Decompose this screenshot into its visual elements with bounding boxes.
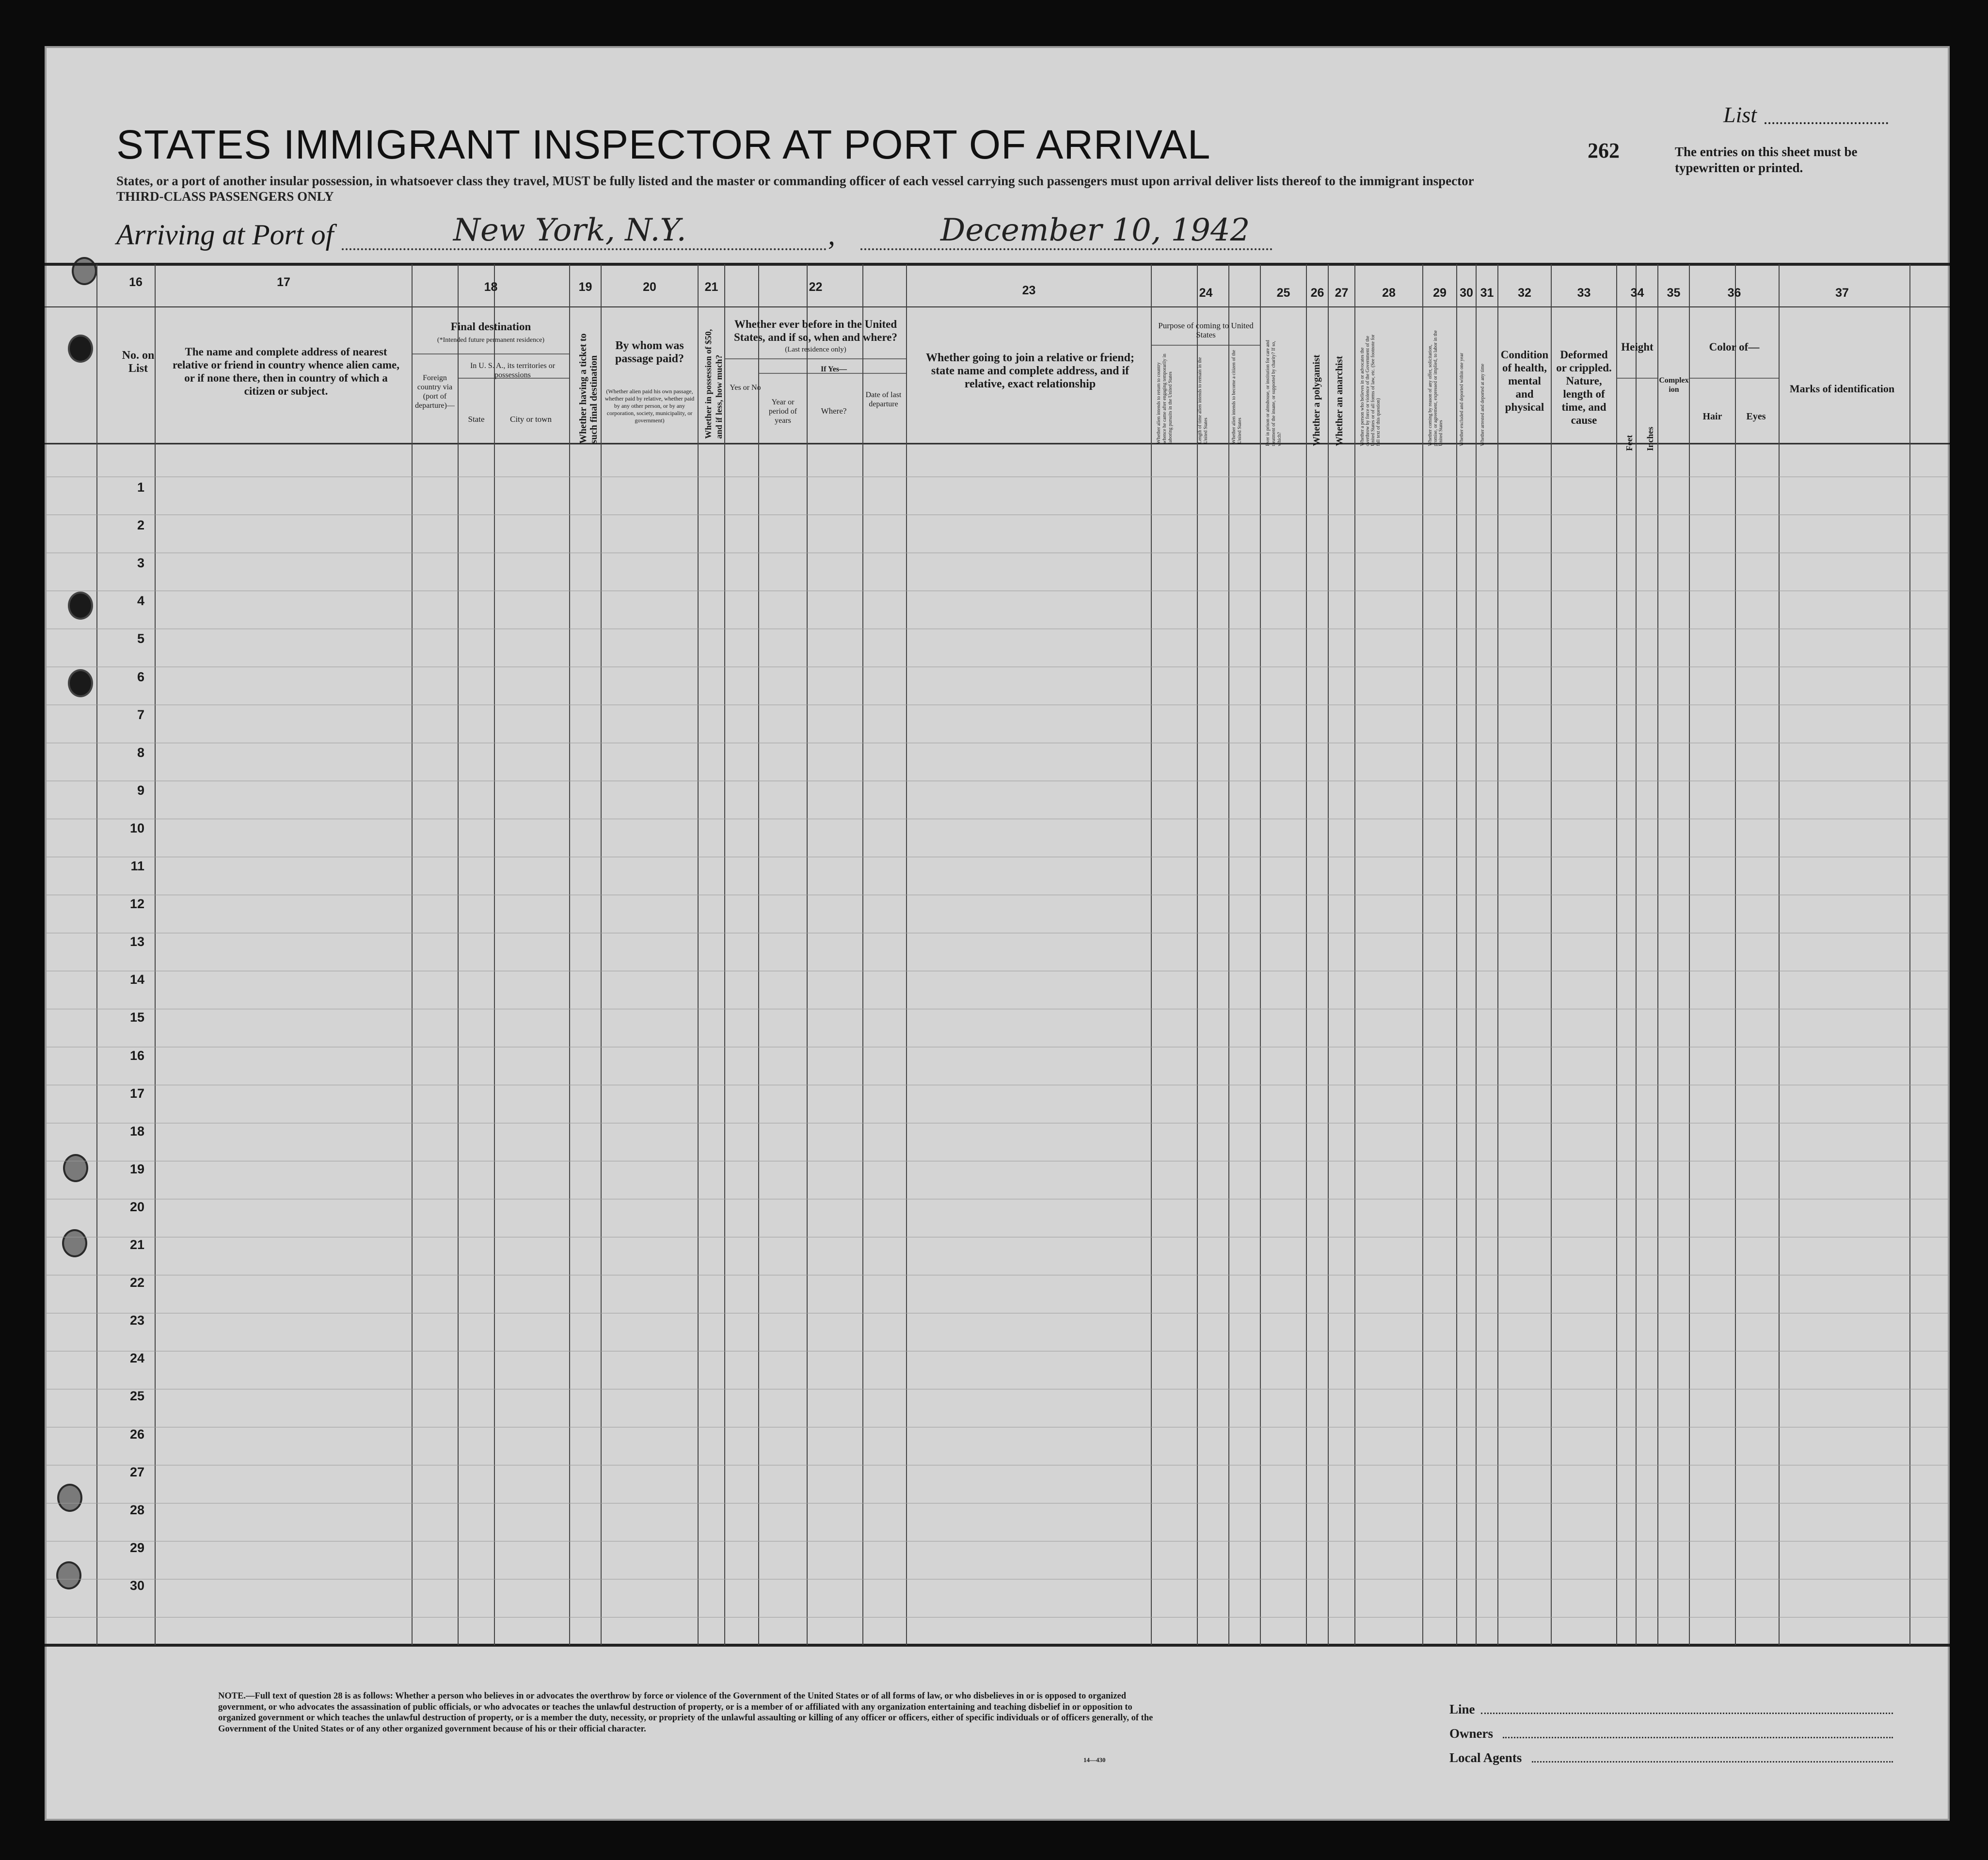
row-number: 25: [129, 1389, 144, 1404]
col-22-number: 22: [809, 280, 823, 294]
header-fifty-dollars: Whether in possession of $50, and if less, how much?: [703, 329, 724, 439]
header-eyes: Eyes: [1746, 411, 1766, 422]
entries-note: The entries on this sheet must be typewritten or printed.: [1675, 144, 1858, 175]
header-date-last-departure: Date of last departure: [865, 391, 902, 408]
col-33-number: 33: [1577, 286, 1591, 300]
header-year-period: Year or period of years: [768, 398, 797, 425]
header-ticket: Whether having a ticket to such final destination: [578, 333, 599, 444]
header-state: State: [468, 415, 485, 424]
line-label: Line: [1449, 1702, 1475, 1716]
row-number: 4: [137, 593, 144, 609]
col-25-number: 25: [1276, 286, 1290, 300]
comma: ,: [828, 219, 835, 251]
row-number: 3: [137, 556, 144, 571]
row-number: 20: [129, 1199, 144, 1214]
col-16-number: 16: [129, 275, 143, 289]
header-no-on-list: No. on List: [122, 349, 155, 375]
row-number: 26: [129, 1427, 144, 1442]
list-label: List: [1723, 102, 1757, 127]
header-by-whom-sub: (Whether alien paid his own passage, whether paid by relative, whether paid by any other person, or by any corporation, society, municipality, or government): [604, 388, 695, 424]
header-deformed: Deformed or crippled. Nature, length of time, and cause: [1556, 349, 1612, 426]
header-if-yes: If Yes—: [820, 365, 847, 373]
row-number: 7: [137, 707, 144, 722]
row-number: 17: [129, 1086, 144, 1101]
header-purpose-c: Whether alien intends to become a citizen of the United States: [1231, 350, 1242, 444]
row-number: 30: [129, 1578, 144, 1593]
date-handwritten: December 10, 1942: [940, 212, 1250, 248]
port-handwritten: New York, N.Y.: [453, 212, 686, 248]
header-condition: Condition of health, mental and physical: [1500, 349, 1549, 413]
row-number: 1: [137, 480, 144, 495]
owners-label: Owners: [1449, 1726, 1493, 1741]
row-number: 28: [129, 1502, 144, 1517]
line-blank: [1481, 1713, 1893, 1714]
col-26-number: 26: [1310, 286, 1324, 300]
local-agents-label: Local Agents: [1449, 1750, 1522, 1765]
header-yes-or-no: Yes or No: [730, 384, 761, 392]
row-number: 14: [129, 972, 144, 987]
header-color-of: Color of—: [1709, 341, 1760, 353]
row-number: 5: [137, 631, 144, 646]
col-23-number: 23: [1022, 284, 1036, 297]
header-purpose-a: Whether alien intends to return to country whence he came after engaging temporarily in laboring pursuits in the United States: [1156, 353, 1173, 444]
row-number: 6: [137, 669, 144, 684]
col-27-number: 27: [1335, 286, 1349, 300]
header-polygamist: Whether a polygamist: [1311, 354, 1322, 446]
header-purpose-b: Length of time alien intends to remain in the United States: [1197, 357, 1209, 444]
header-where: Where?: [821, 406, 847, 416]
row-number: 12: [129, 897, 144, 912]
header-coming-by-offer: Whether coming by reason of any offer, solicitation, promise, or agreement, expressed or implied, to labor in the United States: [1428, 330, 1444, 446]
header-height: Height: [1621, 341, 1654, 353]
header-prison: Ever in prison or almshouse, or institution for care and treatment of the insane, or supported by charity? If so, which?: [1265, 340, 1282, 446]
col-31-number: 31: [1480, 286, 1494, 300]
col-28-number: 28: [1382, 286, 1396, 300]
header-last-residence: (Last residence only): [785, 346, 846, 353]
form-number: 14—430: [1083, 1756, 1106, 1764]
row-number: 19: [129, 1161, 144, 1176]
row-number: 29: [129, 1540, 144, 1555]
col-17-number: 17: [277, 275, 290, 289]
header-join-relative: Whether going to join a relative or friend; state name and complete address, and if relative, exact relationship: [926, 352, 1134, 390]
header-inches: Inches: [1645, 426, 1655, 451]
page-title: STATES IMMIGRANT INSPECTOR AT PORT OF ARRIVAL: [116, 122, 1211, 167]
col-34-number: 34: [1630, 286, 1644, 300]
col-30-number: 30: [1460, 286, 1473, 300]
row-number: 23: [129, 1313, 144, 1328]
header-ever-before: Whether ever before in the United States, and if so, when and where?: [734, 318, 897, 343]
arriving-label: Arriving at Port of: [116, 219, 334, 251]
row-number: 9: [137, 783, 144, 798]
header-marks: Marks of identification: [1789, 383, 1895, 395]
col-19-number: 19: [578, 280, 592, 294]
local-agents-blank: [1532, 1761, 1893, 1763]
row-number: 18: [129, 1123, 144, 1138]
header-feet: Feet: [1624, 435, 1634, 451]
header-nearest-relative: The name and complete address of nearest relative or friend in country whence alien came, or if none there, then in country of which a citizen or subject.: [172, 346, 399, 397]
row-number: 27: [129, 1464, 144, 1479]
col-37-number: 37: [1835, 286, 1849, 300]
row-number: 2: [137, 518, 144, 533]
header-in-usa: In U. S. A., its territories or possessions: [470, 362, 556, 379]
col-35-number: 35: [1667, 286, 1681, 300]
header-arrested: Whether arrested and deported at any time: [1480, 364, 1485, 446]
header-hair: Hair: [1702, 411, 1722, 422]
row-number: 11: [130, 859, 144, 873]
row-number: 10: [129, 820, 144, 835]
row-number: 21: [129, 1237, 144, 1252]
page-number: 262: [1588, 139, 1620, 162]
header-city: City or town: [510, 415, 552, 424]
row-number: 22: [129, 1275, 144, 1290]
row-number: 13: [129, 934, 144, 949]
col-20-number: 20: [643, 280, 656, 294]
owners-blank: [1503, 1737, 1893, 1738]
header-final-destination-sub: (*Intended future permanent residence): [437, 337, 545, 344]
row-number: 24: [129, 1351, 144, 1366]
col-36-number: 36: [1727, 286, 1741, 300]
header-purpose: Purpose of coming to United States: [1158, 321, 1254, 339]
header-final-destination: Final destination: [450, 321, 531, 333]
subtitle-line2: THIRD-CLASS PASSENGERS ONLY: [116, 189, 334, 204]
row-number: 16: [129, 1048, 144, 1063]
header-complexion: Complexion: [1659, 376, 1689, 394]
header-overthrow: Whether a person who believes in or advocates the overthrow by force or violence of the Government of the United States or of all forms of law, etc. (See footnote for full text of this question): [1360, 334, 1381, 446]
subtitle-line1: States, or a port of another insular possession, in whatsoever class they travel, MUST be fully listed and the master or commanding officer of each vessel carrying such passengers must upon arrival deliver lists thereof to the immigrant inspector: [116, 174, 1474, 188]
col-29-number: 29: [1433, 286, 1447, 300]
col-18-number: 18: [484, 280, 498, 294]
col-21-number: 21: [704, 280, 718, 294]
col-32-number: 32: [1518, 286, 1531, 300]
header-anarchist: Whether an anarchist: [1334, 356, 1345, 446]
row-number: 15: [129, 1010, 144, 1025]
col-24-number: 24: [1199, 286, 1213, 300]
header-foreign-country: Foreign country via (port of departure)—: [415, 374, 455, 410]
footnote: NOTE.—Full text of question 28 is as follows: Whether a person who believes in or advocates the overthrow by force or violence of the Government of the United States or of all forms of law, or who disbelieves in or is opposed to organized government, or who advocates the assassination of public officials, or who advocates or teaches the unlawful destruction of property, or is a member of or affiliated with any organization entertaining and teaching disbelief in or opposition to organized government or which teaches the unlawful destruction of property, or is a member the duty, necessity, or propriety of the unlawful assaulting or killing of any officer or officers, either of specific individuals or of officers generally, of the Government of the United States or of any other organized government because of his or their official character.: [218, 1691, 1153, 1734]
header-by-whom: By whom was passage paid?: [615, 339, 684, 365]
header-excluded: Whether excluded and deported within one year: [1459, 353, 1464, 446]
row-number: 8: [137, 745, 144, 760]
